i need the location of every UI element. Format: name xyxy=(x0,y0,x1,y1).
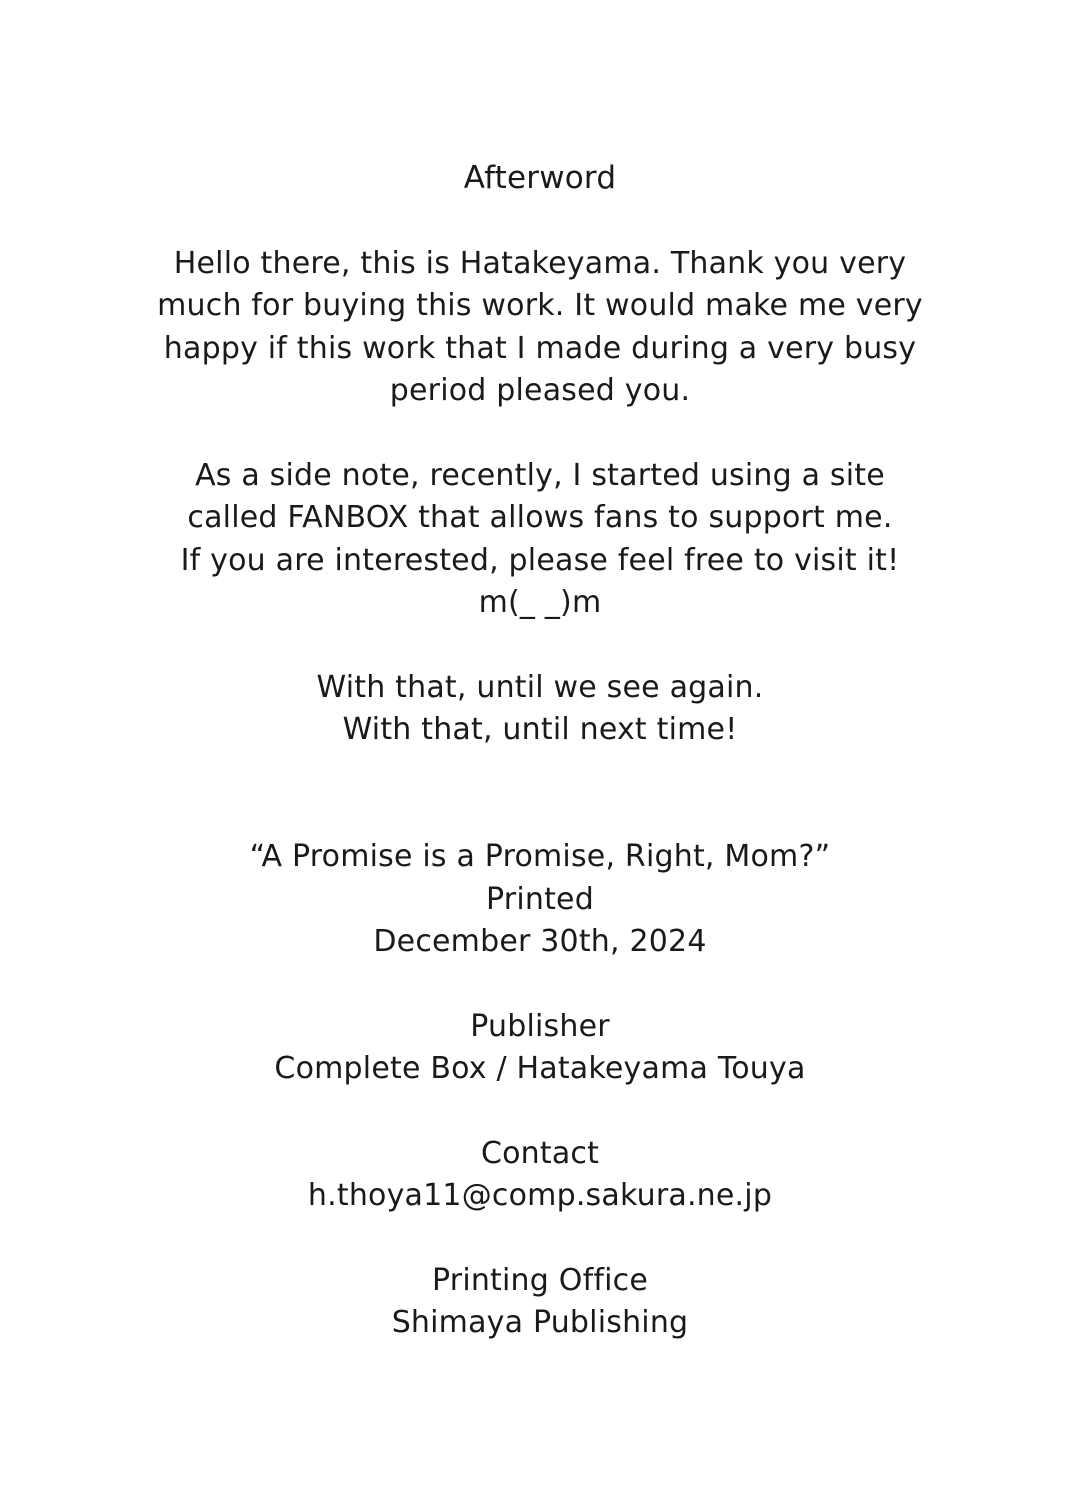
printing-office-label: Printing Office xyxy=(432,1263,648,1298)
contact-label: Contact xyxy=(480,1136,600,1171)
publisher-value: Complete Box / Hatakeyama Touya xyxy=(274,1051,806,1086)
paragraph-line: Hello there, this is Hatakeyama. Thank you very xyxy=(173,246,907,281)
contact-email: h.thoya11@comp.sakura.ne.jp xyxy=(307,1178,773,1213)
emoticon-line: m(_ _)m xyxy=(478,585,602,620)
paragraph-line: If you are interested, please feel free to visit it! xyxy=(180,543,900,578)
printed-date: December 30th, 2024 xyxy=(373,924,707,959)
paragraph-line: With that, until next time! xyxy=(342,712,738,747)
paragraph-line: happy if this work that I made during a very busy xyxy=(163,331,917,366)
afterword-heading: Afterword xyxy=(463,160,617,196)
printed-label: Printed xyxy=(486,882,594,917)
paragraph-line: As a side note, recently, I started using a site xyxy=(195,458,885,493)
publisher-label: Publisher xyxy=(470,1009,610,1044)
printing-office-value: Shimaya Publishing xyxy=(391,1305,689,1340)
paragraph-line: With that, until we see again. xyxy=(316,670,764,705)
paragraph-line: much for buying this work. It would make me very xyxy=(157,288,923,323)
paragraph-line: period pleased you. xyxy=(389,373,691,408)
paragraph-line: called FANBOX that allows fans to support me. xyxy=(187,500,893,535)
work-title: “A Promise is a Promise, Right, Mom?” xyxy=(249,839,831,874)
